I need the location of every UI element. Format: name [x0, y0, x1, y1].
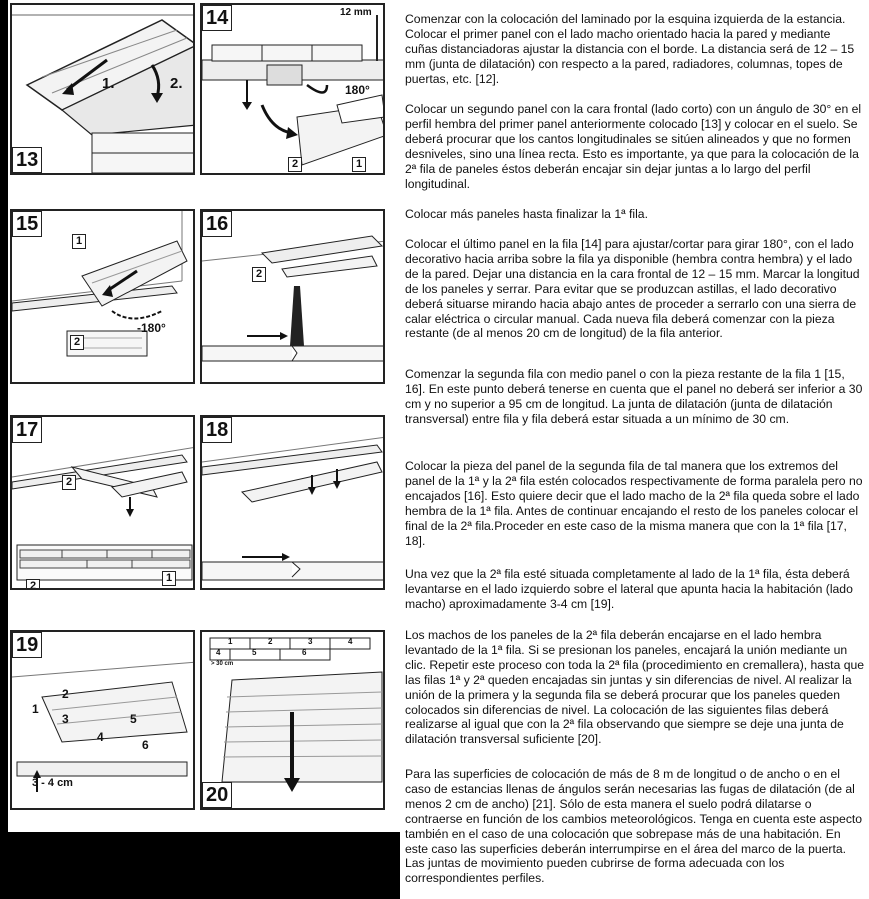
figure-19-number: 19: [12, 632, 42, 658]
figure-20-row1-2: 2: [268, 637, 273, 646]
figure-20-min-label: > 30 cm: [211, 661, 234, 667]
paragraph-9: Para las superficies de colocación de más de 8 m de longitud o de ancho o en el caso de estancias llenas de ángulos serán necesarias las fugas de dilatación (de al menos 2 cm de ancho) [21]. Sólo de esta manera el suelo podrá dilatarse o contraerse en función de los cambios meteorológicos. Tenga en cuenta este aspecto también en el caso de una colocación que sobrepase más de una habitación. En este caso las superficies deberán interrumpirse en el área del marco de la puerta. Las juntas de movimiento pueden cubrirse de forma adecuada con los correspondientes perfiles.: [405, 767, 863, 886]
figure-13-step-1: 1.: [102, 75, 115, 92]
paragraph-3: Colocar más paneles hasta finalizar la 1ª fila.: [405, 207, 648, 221]
figure-13-number: 13: [12, 147, 42, 173]
figure-19-step-1: 1: [32, 702, 39, 716]
figure-19: [10, 630, 195, 810]
figure-16-tag-2: 2: [252, 267, 266, 282]
paragraph-4: Colocar el último panel en la fila [14] para ajustar/cortar para girar 180°, con el lado decorativo hacia arriba sobre la fila ya disponible (hembra contra hembra) y el lado de la pared. Dejar una distancia en la cara frontal de 12 – 15 mm. Marcar la longitud de los paneles y serrar. Para evitar que se produzcan astillas, el lado decorativo deberá situarse mirando hacia abajo antes de proceder a serrarlo con una sierra de calar eléctrica o circular manual. Cada nueva fila deberá comenzar con la pieza restante (de al menos 20 cm de longitud) de la fila anterior.: [405, 237, 860, 341]
figure-15: [10, 209, 195, 384]
paragraph-5: Comenzar la segunda fila con medio panel o con la pieza restante de la fila 1 [15, 16]. En este punto deberá tenerse en cuenta que el panel no deberá ser inferior a 30 cm y no superior a 95 cm de longitud. La junta de dilatación (junta de dilatación transversal) entre fila y fila deberá estar situada a un mínimo de 30 cm.: [405, 367, 863, 426]
figure-15-rotate-label: -180°: [137, 321, 166, 335]
figure-17: [10, 415, 195, 590]
figure-15-tag-1: 1: [72, 234, 86, 249]
figure-20-row1-3: 3: [308, 637, 313, 646]
figure-15-number: 15: [12, 211, 42, 237]
left-black-bar: [0, 0, 8, 899]
figure-14-tag-1: 1: [352, 157, 366, 172]
figure-17-tag-1: 1: [162, 571, 176, 586]
figure-20-row2-6: 6: [302, 648, 307, 657]
figure-19-gap-label: 3 - 4 cm: [32, 777, 73, 789]
figure-17-tag-2-lower: 2: [26, 579, 40, 590]
figure-19-step-4: 4: [97, 730, 104, 744]
figure-18-number: 18: [202, 417, 232, 443]
figure-17-tag-2: 2: [62, 475, 76, 490]
paragraph-1: Comenzar con la colocación del laminado por la esquina izquierda de la estancia. Colocar el primer panel con el lado macho orientado hacia la pared y mediante cuñas distanciadoras ajustar la distancia con el borde. La distancia será de 12 – 15 mm (junta de dilatación) con respecto a la pared, radiadores, columnas, topes de puertas, etc. [12].: [405, 12, 855, 86]
bottom-black-bar: [0, 832, 400, 899]
figure-20-row2-4: 4: [216, 648, 221, 657]
figure-18: [200, 415, 385, 590]
figure-19-step-6: 6: [142, 738, 149, 752]
figure-20-row2-5: 5: [252, 648, 257, 657]
figure-15-tag-2: 2: [70, 335, 84, 350]
figure-14-rotate-label: 180°: [345, 83, 370, 97]
paragraph-6: Colocar la pieza del panel de la segunda fila de tal manera que los extremos del panel de la 1ª y la 2ª fila estén colocados respectivamente de forma paralela pero no encajados [16]. Esto quiere decir que el lado macho de la 2ª fila queda sobre el lado hembra de la 1ª fila. Antes de continuar encajando el resto de los paneles colocar el final de la 2ª fila.Proceder en este caso de la misma manera que con la 1ª fila [17, 18].: [405, 459, 863, 548]
paragraph-7: Una vez que la 2ª fila esté situada completamente al lado de la 1ª fila, ésta deberá levantarse en el lado izquierdo sobre el lateral que apunta hacia la habitación (lado macho) aproximadamente 3-4 cm [19].: [405, 567, 853, 611]
paragraph-8: Los machos de los paneles de la 2ª fila deberán encajarse en el lado hembra levantado de la 1ª fila. Si se presionan los paneles, encajará la unión mediante un clic. Repetir este proceso con toda la 2ª fila (procedimiento en cremallera), hasta que las filas 1ª y 2ª queden encajadas sin juntas y sin diferencias de nivel. Al realizar la unión de la primera y la segunda fila se deberá procurar que los paneles queden colocados sin diferencias de nivel. La colocación de las siguientes filas deberá realizarse al igual que con la 2ª fila observando que siempre se deje una junta de dilatación transversal suficiente [20].: [405, 628, 865, 747]
figure-20-number: 20: [202, 782, 232, 808]
figure-19-step-3: 3: [62, 712, 69, 726]
figure-19-step-2: 2: [62, 687, 69, 701]
figure-14: [200, 3, 385, 175]
figure-19-step-5: 5: [130, 712, 137, 726]
figure-20-row1-4: 4: [348, 637, 353, 646]
figure-17-number: 17: [12, 417, 42, 443]
figure-16-number: 16: [202, 211, 232, 237]
figure-14-number: 14: [202, 5, 232, 31]
paragraph-2: Colocar un segundo panel con la cara frontal (lado corto) con un ángulo de 30° en el perfil hembra del primer panel anteriormente colocado [13] y colocar en el suelo. Se deberá procurar que los cantos longitudinales se sitúen alineados y que no formen desniveles, sino una línea recta. Esto es importante, ya que para la colocación de la 2ª fila de paneles éstos deberán encajar sin dejar juntas a lo largo del perfil longitudinal.: [405, 102, 862, 191]
figure-16: [200, 209, 385, 384]
figure-14-tag-2: 2: [288, 157, 302, 172]
figure-20-row1-1: 1: [228, 637, 233, 646]
figure-14-gap-label: 12 mm: [340, 7, 372, 18]
figure-20: [200, 630, 385, 810]
figure-13-step-2: 2.: [170, 75, 183, 92]
figure-13: [10, 3, 195, 175]
